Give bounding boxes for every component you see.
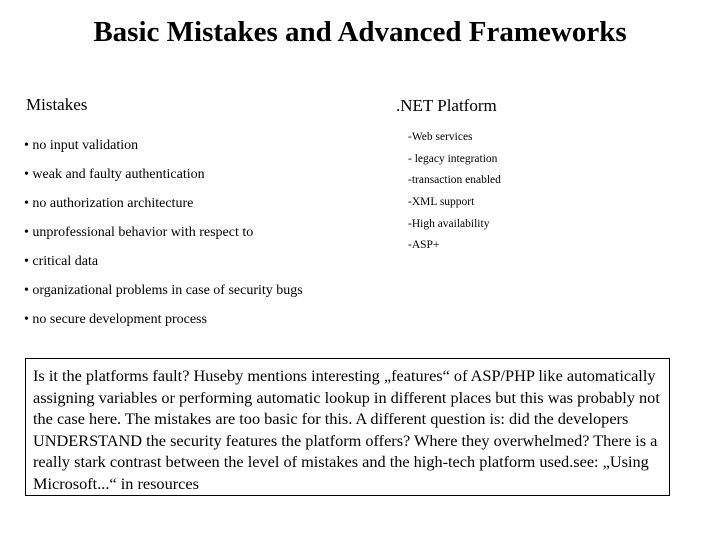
platform-feature-item: -High availability [408, 217, 490, 230]
platform-feature-item: -transaction enabled [408, 174, 501, 187]
mistake-item: • no input validation [24, 138, 139, 153]
platform-feature-list [408, 128, 501, 258]
platform-feature-item: - legacy integration [408, 152, 498, 165]
comment-box [25, 358, 670, 496]
mistakes-list [24, 136, 303, 339]
slide-title: Basic Mistakes and Advanced Frameworks [93, 16, 627, 48]
mistake-item: • no secure development process [24, 312, 207, 327]
mistake-item: • weak and faulty authentication [24, 167, 205, 182]
mistake-item: • critical data [24, 254, 99, 269]
platform-feature-item: -ASP+ [408, 239, 440, 252]
comment-text: Is it the platforms fault? Huseby mentions interesting „features“ of ASP/PHP like automatically assigning variables or performing automatic lookup in different places but this was probably not the case here. The mistakes are too basic for this. A different question is: did the developers UNDERSTAND the security features the platform offers? Where they overwhelmed? There is a really stark contrast between the level of mistakes and the high-tech platform used.see: „Using Microsoft...“ in resources [33, 366, 660, 493]
mistakes-heading: Mistakes [26, 95, 88, 114]
mistake-item: • no authorization architecture [24, 196, 194, 211]
platform-feature-item: -XML support [408, 196, 475, 209]
platform-heading: .NET Platform [396, 96, 497, 115]
mistake-item: • organizational problems in case of security bugs [24, 283, 303, 298]
platform-feature-item: -Web services [408, 131, 473, 143]
mistake-item: • unprofessional behavior with respect to [24, 225, 254, 240]
